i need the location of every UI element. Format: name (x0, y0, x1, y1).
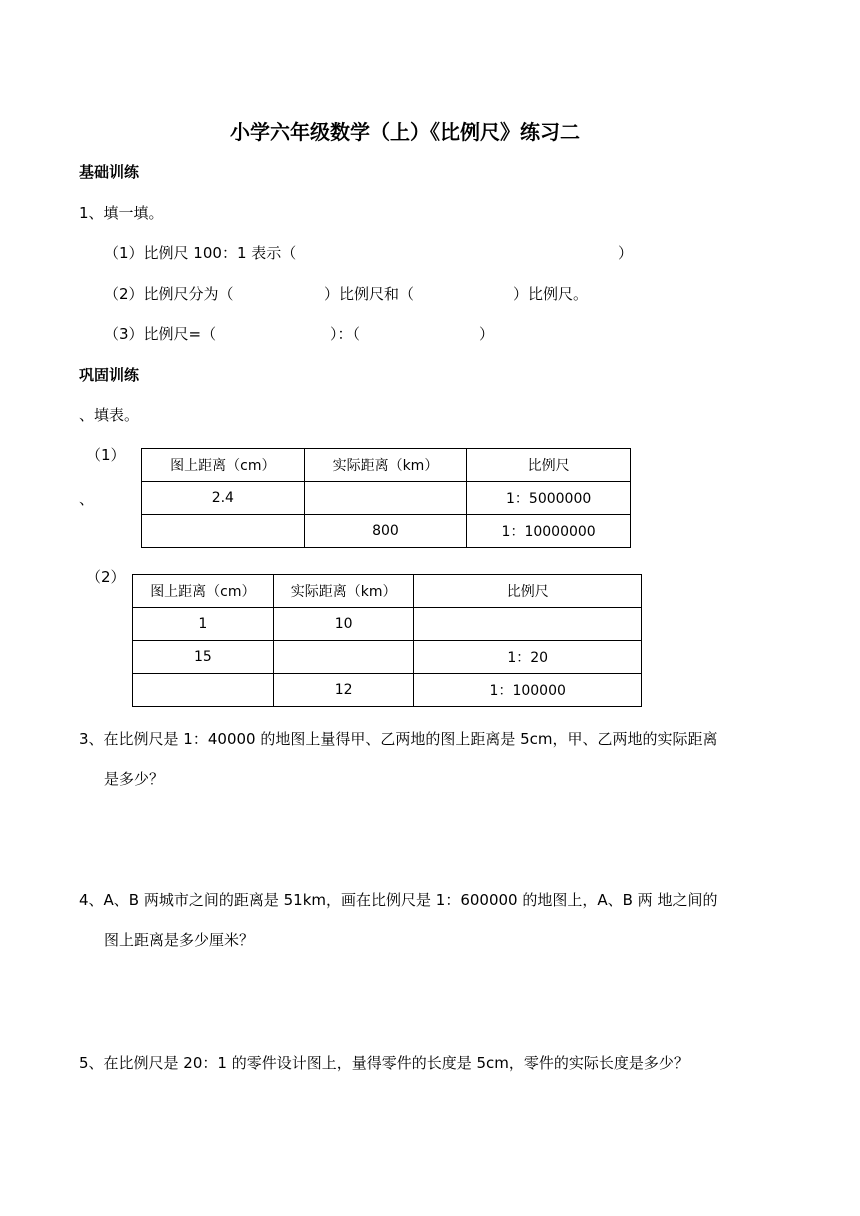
section-heading-consolidate: 巩固训练 (79, 366, 140, 384)
table-cell (142, 515, 305, 548)
table-2 (132, 574, 642, 707)
table-row (133, 608, 642, 641)
fill-item-3-label: （3）比例尺=（ (104, 325, 217, 343)
table-1-comma: 、 (79, 490, 95, 508)
question-5-line-1: 5、在比例尺是 20：1 的零件设计图上，量得零件的长度是 5cm，零件的实际长度是多少？ (79, 1054, 689, 1072)
table-cell: 1：20 (414, 641, 642, 674)
question-4-line-2: 图上距离是多少厘米？ (104, 931, 255, 949)
table-cell: 12 (273, 674, 414, 707)
fill-item-2-mid: ）比例尺和（ (324, 285, 415, 303)
table-cell: 1：5000000 (467, 482, 631, 515)
table-cell: 1：10000000 (467, 515, 631, 548)
question-3-line-2: 是多少？ (104, 770, 165, 788)
table-cell: 2.4 (142, 482, 305, 515)
table-cell (273, 641, 414, 674)
question-1-title: 1、填一填。 (79, 204, 164, 222)
fill-item-3-mid: ）：（ (330, 325, 361, 343)
table-1 (141, 448, 631, 548)
header-cell: 图上距离（cm） (133, 575, 274, 608)
header-cell: 比例尺 (467, 449, 631, 482)
header-cell: 图上距离（cm） (142, 449, 305, 482)
table-header-row (142, 449, 631, 482)
fill-item-1-close: ） (618, 244, 634, 262)
page-title: 小学六年级数学（上）《比例尺》练习二 (230, 120, 580, 144)
fill-item-2-end: ）比例尺。 (513, 285, 589, 303)
table-cell (304, 482, 467, 515)
table-cell: 800 (304, 515, 467, 548)
header-cell: 实际距离（km） (304, 449, 467, 482)
header-cell: 实际距离（km） (273, 575, 414, 608)
question-3-line-1: 3、在比例尺是 1：40000 的地图上量得甲、乙两地的图上距离是 5cm，甲、乙两地的实际距离 (79, 730, 718, 748)
fill-item-3-close: ） (479, 325, 495, 343)
table-row (142, 515, 631, 548)
table-2-label: （2） (86, 568, 126, 586)
table-cell: 1：100000 (414, 674, 642, 707)
section-heading-basic: 基础训练 (79, 163, 140, 181)
table-cell: 15 (133, 641, 274, 674)
question-2-title: 、填表。 (79, 406, 140, 424)
header-cell: 比例尺 (414, 575, 642, 608)
table-row (133, 641, 642, 674)
table-cell (414, 608, 642, 641)
table-cell (133, 674, 274, 707)
table-row (133, 674, 642, 707)
fill-item-1-label: （1）比例尺 100：1 表示（ (104, 244, 297, 262)
question-4-line-1: 4、A、B 两城市之间的距离是 51km，画在比例尺是 1：600000 的地图上，A、B 两 地之间的 (79, 891, 718, 909)
fill-item-2-label: （2）比例尺分为（ (104, 285, 234, 303)
table-cell: 1 (133, 608, 274, 641)
table-1-label: （1） (86, 446, 126, 464)
table-row (142, 482, 631, 515)
table-header-row (133, 575, 642, 608)
table-cell: 10 (273, 608, 414, 641)
